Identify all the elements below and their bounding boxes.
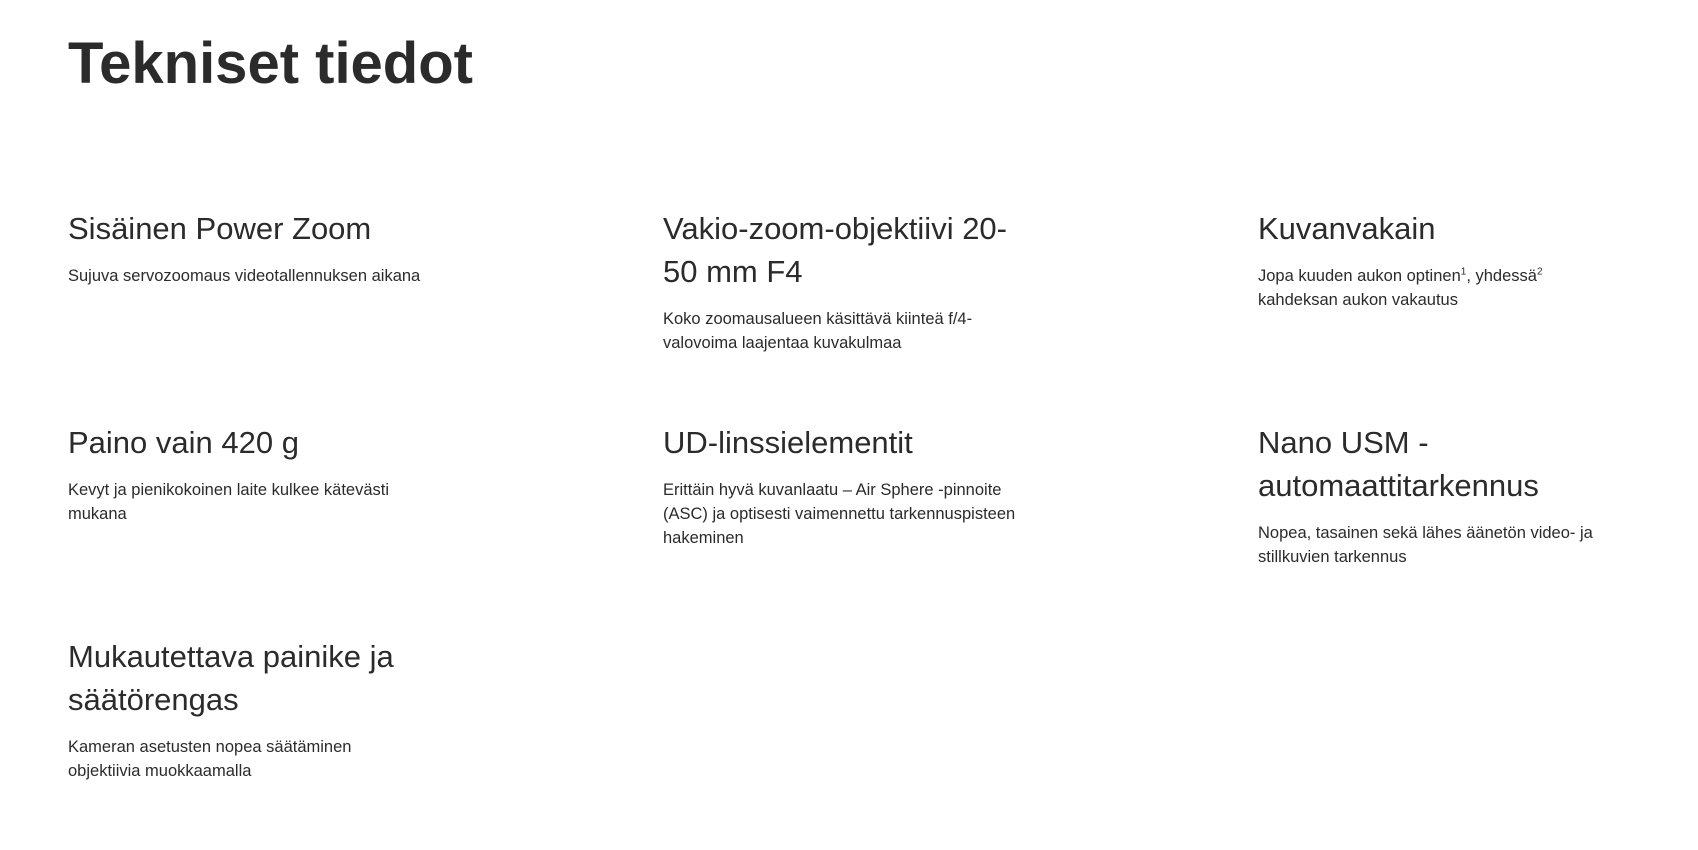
feature-title: Kuvanvakain bbox=[1258, 211, 1436, 246]
feature-description: Erittäin hyvä kuvanlaatu – Air Sphere -pinnoite (ASC) ja optisesti vaimennettu tarkennuspisteen hakeminen bbox=[663, 481, 1016, 547]
description-text: , yhdessä bbox=[1466, 267, 1537, 285]
description-text: Jopa kuuden aukon optinen bbox=[1258, 267, 1461, 285]
feature-description: Nopea, tasainen sekä lähes äänetön video- ja stillkuvien tarkennus bbox=[1258, 524, 1593, 566]
feature-nano-usm bbox=[1258, 421, 1618, 569]
feature-description: Sujuva servozoomaus videotallennuksen aikana bbox=[68, 267, 421, 285]
feature-description bbox=[1258, 264, 1618, 312]
feature-title: Vakio-zoom-objektiivi 20-50 mm F4 bbox=[663, 211, 1007, 289]
page-title: Tekniset tiedot bbox=[68, 31, 473, 96]
feature-title: Sisäinen Power Zoom bbox=[68, 211, 372, 246]
feature-title: Paino vain 420 g bbox=[68, 425, 299, 460]
footnote-marker: 1 bbox=[1460, 266, 1467, 278]
feature-weight bbox=[68, 421, 428, 526]
description-text: kahdeksan aukon vakautus bbox=[1258, 291, 1458, 309]
feature-image-stabilizer bbox=[1258, 207, 1618, 312]
feature-title: UD-linssielementit bbox=[663, 425, 913, 460]
feature-title: Mukautettava painike ja säätörengas bbox=[68, 639, 394, 717]
feature-description: Koko zoomausalueen käsittävä kiinteä f/4-valovoima laajentaa kuvakulmaa bbox=[663, 310, 973, 352]
feature-ud-elements bbox=[663, 421, 1023, 550]
feature-control-ring bbox=[68, 635, 428, 783]
feature-zoom-lens bbox=[663, 207, 1023, 355]
feature-description: Kevyt ja pienikokoinen laite kulkee kätevästi mukana bbox=[68, 481, 390, 523]
feature-description: Kameran asetusten nopea säätäminen objektiivia muokkaamalla bbox=[68, 738, 352, 780]
footnote-marker: 2 bbox=[1536, 266, 1543, 278]
feature-title: Nano USM -automaattitarkennus bbox=[1258, 425, 1539, 503]
feature-power-zoom bbox=[68, 207, 428, 288]
